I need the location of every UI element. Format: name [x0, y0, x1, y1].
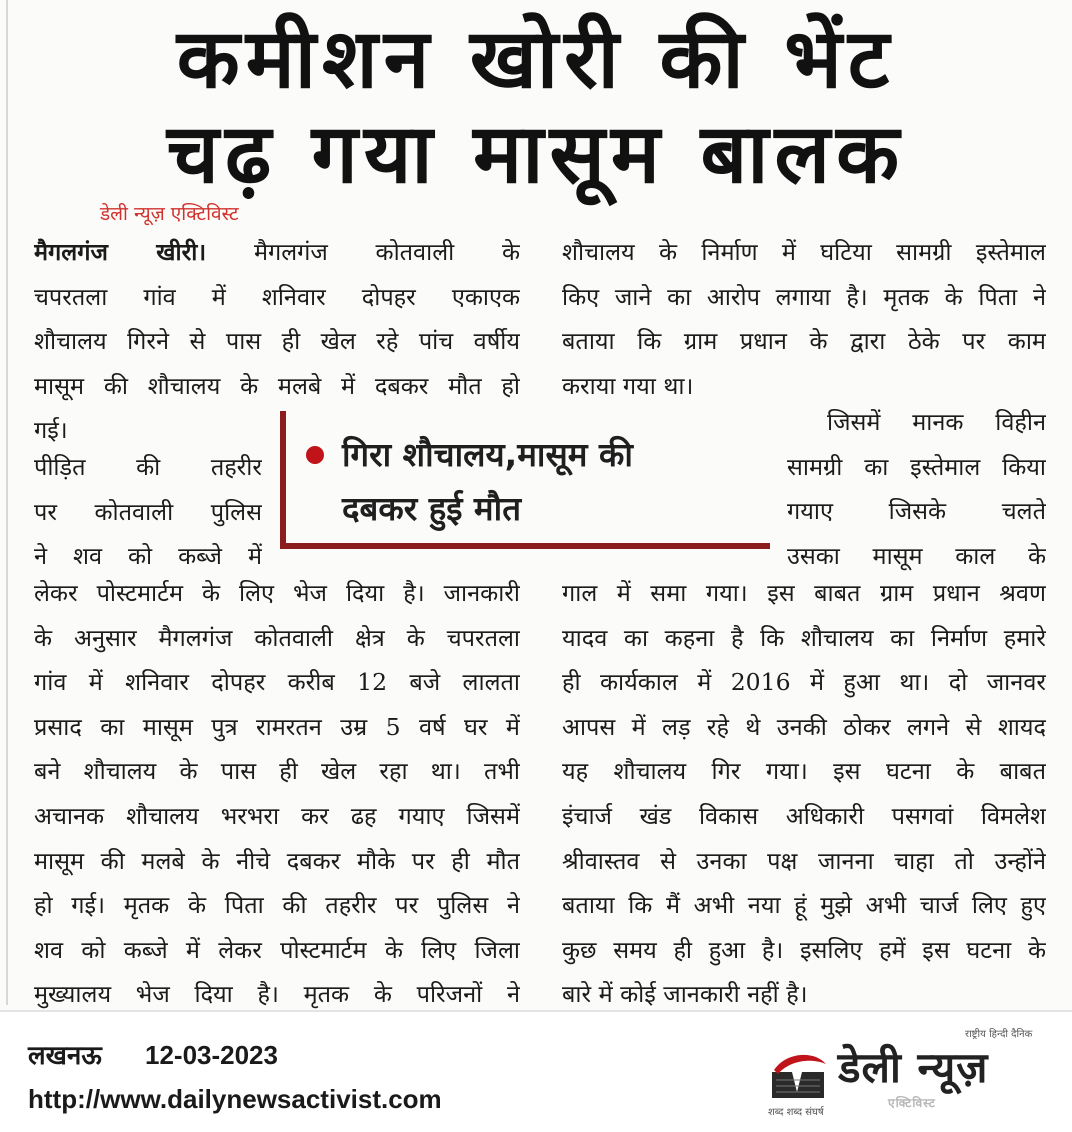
dateline: मैगलगंज खीरी।: [34, 238, 207, 266]
bullet-dot-icon: [306, 446, 324, 464]
watermark-text: डेली न्यूज़ एक्टिविस्ट: [100, 203, 239, 225]
article-line: ने शव को कब्जे में: [34, 542, 262, 571]
pull-quote-line-2: दबकर हुई मौत: [342, 489, 522, 528]
article-line: सामग्री का इस्तेमाल किया: [787, 452, 1046, 481]
article-column-1-bottom: [34, 571, 520, 1017]
article-line: यह शौचालय गिर गया। इस घटना के बाबत: [562, 757, 1046, 786]
footer-date: 12-03-2023: [144, 1040, 278, 1070]
article-line: मैगलगंज खीरी। मैगलगंज कोतवाली के: [34, 238, 520, 266]
article-line: लेकर पोस्टमार्टम के लिए भेज दिया है। जानकारी: [34, 579, 520, 607]
article-line: बताया कि मैं अभी नया हूं मुझे अभी चार्ज लिए हुए: [562, 891, 1046, 920]
website-link[interactable]: http://www.dailynewsactivist.com: [28, 1084, 442, 1114]
article-line: गयाए जिसके चलते: [787, 497, 1046, 526]
article-line: कराया गया था।: [562, 371, 694, 400]
article-line: पीड़ित की तहरीर: [34, 453, 262, 481]
article-line: उसका मासूम काल के: [787, 541, 1046, 570]
article-line: बारे में कोई जानकारी नहीं है।: [562, 980, 808, 1009]
article-line: शव को कब्जे में लेकर पोस्टमार्टम के लिए जिला: [34, 935, 520, 964]
pull-quote-line-1: गिरा शौचालय,मासूम की: [342, 435, 633, 474]
article-column-2-short: [787, 400, 1046, 578]
headline-line-2: चढ़ गया मासूम बालक: [166, 107, 906, 202]
article-line: अचानक शौचालय भरभरा कर ढह गयाए जिसमें: [34, 801, 520, 830]
article-line: जिसमें मानक विहीन: [827, 408, 1046, 436]
article-line: शौचालय गिरने से पास ही खेल रहे पांच वर्षीय: [34, 327, 520, 356]
article-line: के अनुसार मैगलगंज कोतवाली क्षेत्र के चपरतला: [34, 623, 520, 652]
pen-nib-logo-icon: [768, 1050, 830, 1102]
logo-name: डेली न्यूज़: [838, 1043, 989, 1092]
article-line: ही कार्यकाल में 2016 में हुआ था। दो जानवर: [562, 668, 1046, 697]
logo-subname: एक्टिविस्ट: [888, 1096, 936, 1110]
footer-dateline: [28, 1036, 278, 1072]
article-column-2-bottom: [562, 571, 1046, 1017]
headline-line-1: कमीशन खोरी की भेंट: [176, 12, 896, 107]
clipping-edge: [6, 0, 8, 1005]
article-line: मासूम की शौचालय के मलबे में दबकर मौत हो: [34, 371, 520, 400]
article-line: मासूम की मलबे के नीचे दबकर मौके पर ही मौत: [34, 846, 520, 875]
article-line: यादव का कहना है कि शौचालय का निर्माण हमारे: [562, 623, 1046, 652]
article-column-2-top: [562, 230, 1046, 408]
article-line: गांव में शनिवार दोपहर करीब 12 बजे लालता: [34, 668, 520, 697]
article-line: किए जाने का आरोप लगाया है। मृतक के पिता ने: [562, 282, 1046, 311]
newspaper-logo: [760, 1022, 1060, 1122]
article-line: हो गई। मृतक के पिता की तहरीर पर पुलिस ने: [34, 891, 520, 920]
article-line: श्रीवास्तव से उनका पक्ष जानना चाहा तो उन्होंने: [562, 846, 1046, 875]
logo-slogan: शब्द शब्द संघर्ष: [768, 1107, 824, 1118]
article-column-1-short: [34, 445, 262, 579]
logo-tagline-top: राष्ट्रीय हिन्दी दैनिक: [965, 1029, 1033, 1040]
footer-divider: [0, 1010, 1072, 1012]
article-line: चपरतला गांव में शनिवार दोपहर एकाएक: [34, 282, 520, 311]
article-line: इंचार्ज खंड विकास अधिकारी पसगवां विमलेश: [562, 801, 1046, 830]
article-line: पर कोतवाली पुलिस: [34, 497, 262, 526]
footer-place: लखनऊ: [28, 1040, 102, 1070]
article-line: मुख्यालय भेज दिया है। मृतक के परिजनों ने: [34, 980, 520, 1009]
article-line: गई।: [34, 416, 68, 445]
article-line: आपस में लड़ रहे थे उनकी ठोकर लगने से शायद: [562, 712, 1046, 741]
article-line: कुछ समय ही हुआ है। इसलिए हमें इस घटना के: [562, 935, 1046, 964]
pull-quote-box: [280, 411, 770, 549]
article-line: बने शौचालय के पास ही खेल रहा था। तभी: [34, 757, 520, 786]
article-line: बताया कि ग्राम प्रधान के द्वारा ठेके पर काम: [562, 327, 1046, 356]
article-line: प्रसाद का मासूम पुत्र रामरतन उम्र 5 वर्ष घर में: [34, 712, 520, 741]
article-line: गाल में समा गया। इस बाबत ग्राम प्रधान श्रवण: [562, 579, 1046, 607]
article-line: शौचालय के निर्माण में घटिया सामग्री इस्तेमाल: [562, 238, 1046, 266]
